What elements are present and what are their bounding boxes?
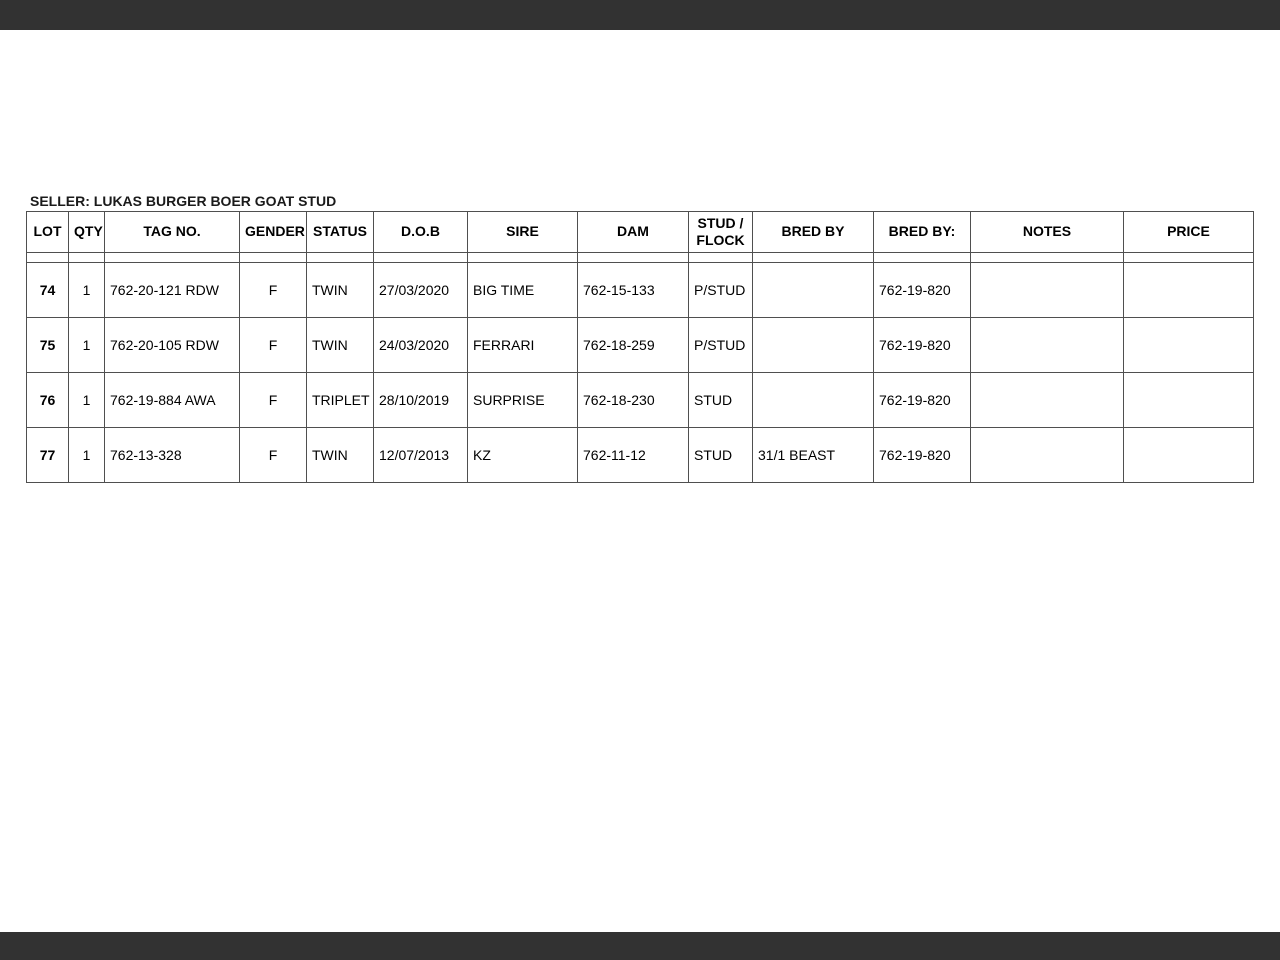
cell-bred-by-2: 762-19-820: [874, 373, 971, 428]
cell-status: TRIPLET: [307, 373, 374, 428]
cell-sire: BIG TIME: [468, 263, 578, 318]
cell-qty: 1: [69, 263, 105, 318]
cell-notes: [971, 373, 1124, 428]
cell-qty: 1: [69, 373, 105, 428]
cell-status: TWIN: [307, 263, 374, 318]
cell-gender: F: [240, 318, 307, 373]
cell-gender: F: [240, 263, 307, 318]
cell-gender: F: [240, 373, 307, 428]
header-stud-flock: STUD / FLOCK: [689, 212, 753, 253]
top-bar: [0, 0, 1280, 30]
catalog-table: [26, 211, 1254, 483]
cell-stud-flock: STUD: [689, 373, 753, 428]
header-tag-no: TAG NO.: [105, 212, 240, 253]
cell-status: TWIN: [307, 428, 374, 483]
cell-bred-by: [753, 373, 874, 428]
cell-lot: 76: [27, 373, 69, 428]
spacer-cell-bred-by: [753, 253, 874, 263]
cell-price: [1124, 373, 1254, 428]
header-dob: D.O.B: [374, 212, 468, 253]
cell-sire: KZ: [468, 428, 578, 483]
cell-dam: 762-18-259: [578, 318, 689, 373]
cell-price: [1124, 428, 1254, 483]
cell-dob: 27/03/2020: [374, 263, 468, 318]
cell-tag-no: 762-13-328: [105, 428, 240, 483]
spacer-cell-sire: [468, 253, 578, 263]
cell-dam: 762-15-133: [578, 263, 689, 318]
spacer-cell-tag-no: [105, 253, 240, 263]
cell-dob: 24/03/2020: [374, 318, 468, 373]
header-gender: GENDER: [240, 212, 307, 253]
cell-lot: 75: [27, 318, 69, 373]
table-row: [27, 428, 1254, 483]
header-bred-by-2: BRED BY:: [874, 212, 971, 253]
cell-tag-no: 762-20-121 RDW: [105, 263, 240, 318]
header-qty: QTY: [69, 212, 105, 253]
header-status: STATUS: [307, 212, 374, 253]
cell-qty: 1: [69, 318, 105, 373]
cell-sire: SURPRISE: [468, 373, 578, 428]
cell-notes: [971, 428, 1124, 483]
spacer-cell-status: [307, 253, 374, 263]
table-row: [27, 318, 1254, 373]
seller-title: SELLER: LUKAS BURGER BOER GOAT STUD: [30, 193, 337, 209]
cell-bred-by-2: 762-19-820: [874, 318, 971, 373]
header-notes: NOTES: [971, 212, 1124, 253]
cell-notes: [971, 318, 1124, 373]
cell-price: [1124, 263, 1254, 318]
table-row: [27, 263, 1254, 318]
spacer-cell-dob: [374, 253, 468, 263]
cell-qty: 1: [69, 428, 105, 483]
cell-lot: 74: [27, 263, 69, 318]
spacer-row: [27, 253, 1254, 263]
bottom-bar: [0, 932, 1280, 960]
catalog-body: [27, 253, 1254, 483]
header-sire: SIRE: [468, 212, 578, 253]
cell-lot: 77: [27, 428, 69, 483]
header-bred-by: BRED BY: [753, 212, 874, 253]
spacer-cell-stud-flock: [689, 253, 753, 263]
cell-price: [1124, 318, 1254, 373]
header-price: PRICE: [1124, 212, 1254, 253]
cell-dam: 762-11-12: [578, 428, 689, 483]
cell-stud-flock: P/STUD: [689, 318, 753, 373]
cell-status: TWIN: [307, 318, 374, 373]
cell-dob: 28/10/2019: [374, 373, 468, 428]
cell-tag-no: 762-20-105 RDW: [105, 318, 240, 373]
cell-bred-by: [753, 263, 874, 318]
header-dam: DAM: [578, 212, 689, 253]
spacer-cell-notes: [971, 253, 1124, 263]
cell-stud-flock: P/STUD: [689, 263, 753, 318]
cell-gender: F: [240, 428, 307, 483]
cell-bred-by: [753, 318, 874, 373]
spacer-cell-dam: [578, 253, 689, 263]
spacer-cell-gender: [240, 253, 307, 263]
header-lot: LOT: [27, 212, 69, 253]
cell-bred-by-2: 762-19-820: [874, 428, 971, 483]
cell-tag-no: 762-19-884 AWA: [105, 373, 240, 428]
cell-stud-flock: STUD: [689, 428, 753, 483]
cell-bred-by: 31/1 BEAST: [753, 428, 874, 483]
table-row: [27, 373, 1254, 428]
catalog-header-row: [27, 212, 1254, 253]
cell-sire: FERRARI: [468, 318, 578, 373]
spacer-cell-price: [1124, 253, 1254, 263]
cell-notes: [971, 263, 1124, 318]
spacer-cell-bred-by-2: [874, 253, 971, 263]
cell-bred-by-2: 762-19-820: [874, 263, 971, 318]
cell-dob: 12/07/2013: [374, 428, 468, 483]
spacer-cell-lot: [27, 253, 69, 263]
spacer-cell-qty: [69, 253, 105, 263]
cell-dam: 762-18-230: [578, 373, 689, 428]
